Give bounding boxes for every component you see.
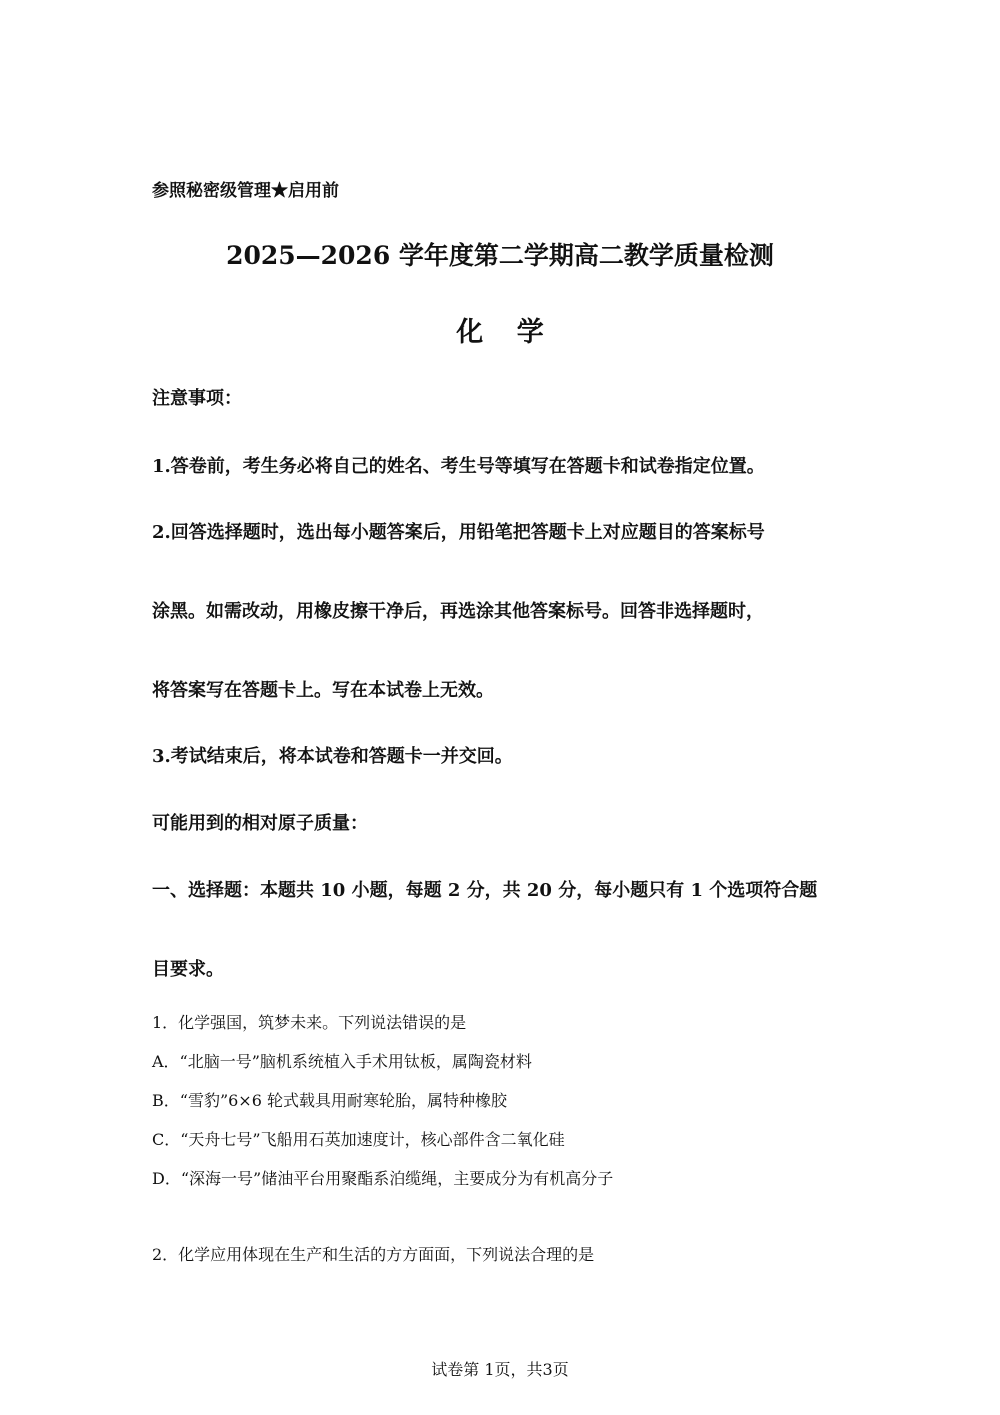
section-1-heading-line-2: 目要求。: [152, 959, 224, 980]
question-1-option-b: B．“雪豹”6×6 轮式载具用耐寒轮胎，属特种橡胶: [152, 1091, 507, 1110]
atomic-mass-label: 可能用到的相对原子质量：: [152, 813, 368, 834]
notice-heading: 注意事项：: [152, 388, 242, 409]
section-1-heading-line-1: 一、选择题：本题共 10 小题，每题 2 分，共 20 分，每小题只有 1 个选项符合题: [152, 880, 818, 901]
question-1-stem: 1．化学强国，筑梦未来。下列说法错误的是: [152, 1013, 467, 1032]
notice-item-3: 3.考试结束后，将本试卷和答题卡一并交回。: [152, 746, 513, 767]
page-footer: 试卷第 1页，共3页: [431, 1360, 569, 1379]
notice-item-1: 1.答卷前，考生务必将自己的姓名、考生号等填写在答题卡和试卷指定位置。: [152, 456, 765, 477]
secrecy-label: 参照秘密级管理★启用前: [152, 181, 339, 201]
question-1-option-a: A．“北脑一号”脑机系统植入手术用钛板，属陶瓷材料: [152, 1052, 532, 1071]
subject-title: 化 学: [456, 317, 556, 348]
notice-item-2-line-3: 将答案写在答题卡上。写在本试卷上无效。: [152, 680, 494, 701]
notice-item-2-line-1: 2.回答选择题时，选出每小题答案后，用铅笔把答题卡上对应题目的答案标号: [152, 522, 765, 543]
exam-title: 2025—2026 学年度第二学期高二教学质量检测: [226, 241, 774, 270]
notice-item-2-line-2: 涂黑。如需改动，用橡皮擦干净后，再选涂其他答案标号。回答非选择题时，: [152, 601, 764, 622]
question-2-stem: 2．化学应用体现在生产和生活的方方面面，下列说法合理的是: [152, 1245, 595, 1264]
question-1-option-d: D．“深海一号”储油平台用聚酯系泊缆绳，主要成分为有机高分子: [152, 1169, 614, 1188]
question-1-option-c: C．“天舟七号”飞船用石英加速度计，核心部件含二氧化硅: [152, 1130, 565, 1149]
